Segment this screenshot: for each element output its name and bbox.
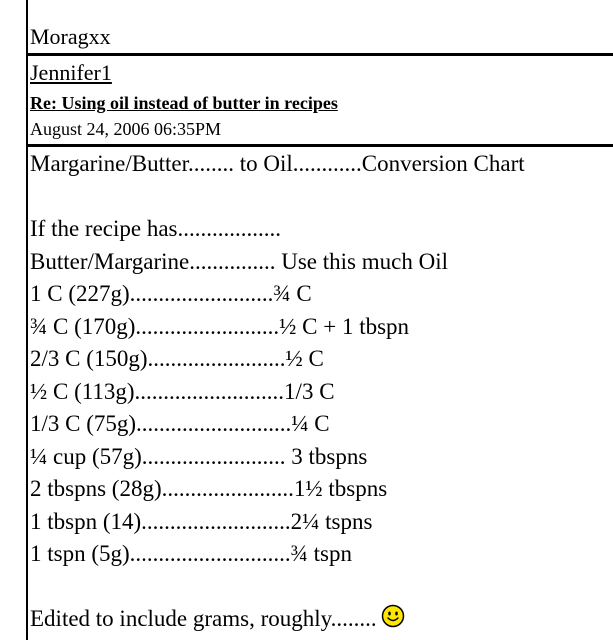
edited-note: Edited to include grams, roughly........ xyxy=(30,606,377,631)
post-line xyxy=(30,181,613,214)
post-date: August 24, 2006 06:35PM xyxy=(30,119,222,139)
post-line: 1/3 C (75g)...........................¼ C xyxy=(30,411,330,436)
post-line xyxy=(30,571,613,604)
post-line: Butter/Margarine............... Use this much Oil xyxy=(30,248,448,274)
post-line: Margarine/Butter........ to Oil............Conversion Chart xyxy=(30,151,525,176)
post-line: 1 tspn (5g)............................¾ tspn xyxy=(30,541,352,566)
post-line: ¼ cup (57g)......................... 3 tbspns xyxy=(30,443,368,469)
post-line-edited xyxy=(30,603,613,636)
previous-post-author[interactable]: Moragxx xyxy=(30,24,111,49)
post-line: 1 tbspn (14)..........................2¼ tspns xyxy=(30,508,373,534)
post-line: ½ C (113g)..........................1/3 C xyxy=(30,378,335,404)
smiley-icon xyxy=(381,604,405,638)
thread-indent-line xyxy=(26,0,28,640)
post-line: 2 tbspns (28g).......................1½ tbspns xyxy=(30,476,388,501)
post-header-divider xyxy=(28,144,613,147)
post-line: 1 C (227g).........................¾ C xyxy=(30,281,312,306)
post-line: If the recipe has.................. xyxy=(30,216,282,241)
post-author-link[interactable]: Jennifer1 xyxy=(30,60,112,85)
post-divider xyxy=(28,53,613,56)
post-line: 2/3 C (150g)........................½ C xyxy=(30,346,324,371)
post-line: ¾ C (170g).........................½ C + 1 tbspn xyxy=(30,313,410,339)
post-subject-link[interactable]: Re: Using oil instead of butter in recipes xyxy=(30,93,338,113)
post-body xyxy=(30,148,613,636)
